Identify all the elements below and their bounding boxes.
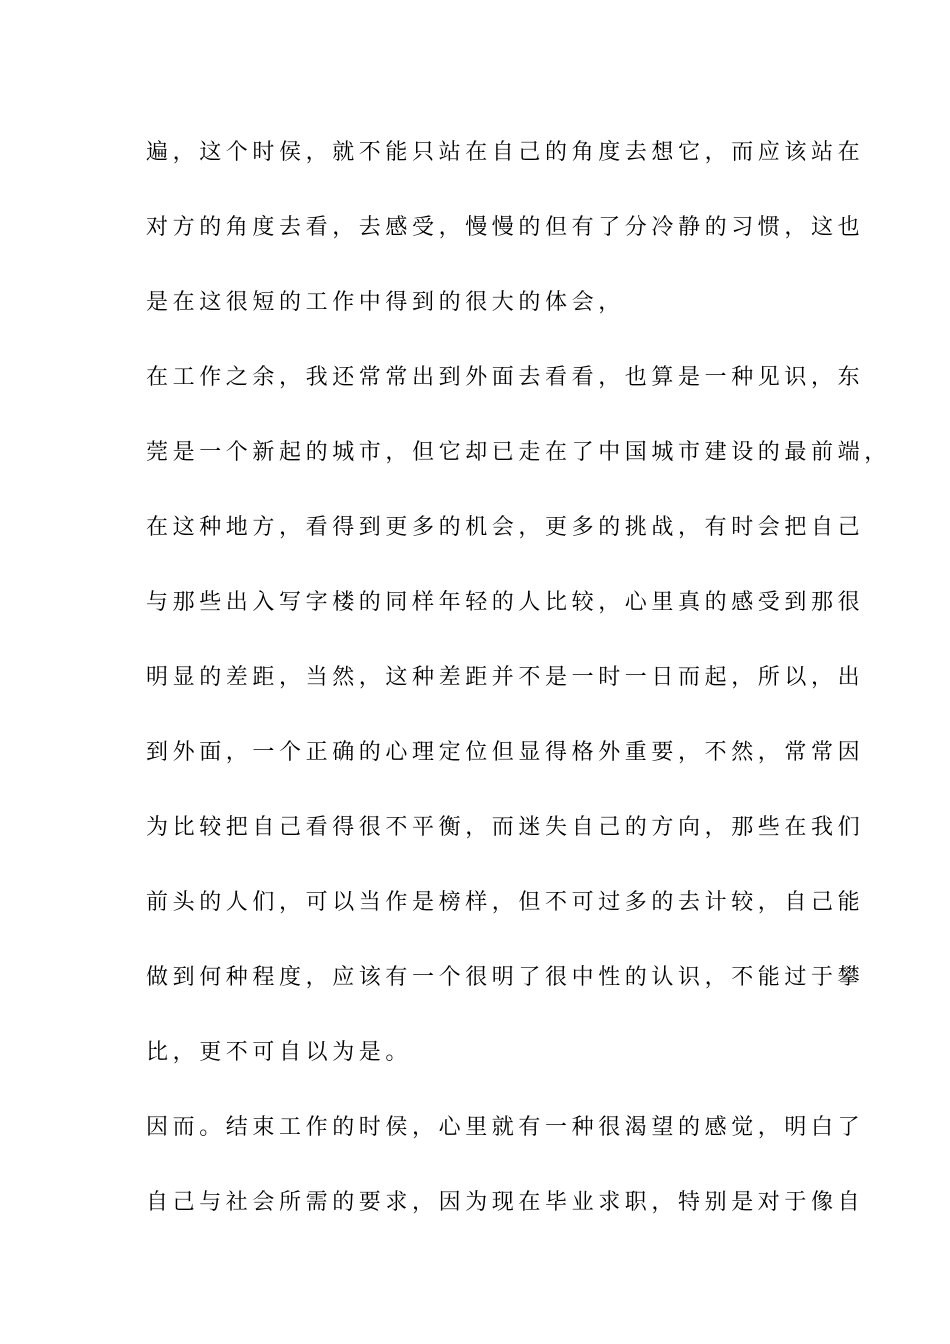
text-line: 是在这很短的工作中得到的很大的体会， [146,290,625,315]
text-line: 与那些出入写字楼的同样年轻的人比较，心里真的感受到那很 [146,590,865,615]
text-line: 在这种地方，看得到更多的机会，更多的挑战，有时会把自己 [146,515,865,540]
text-line: 自己与社会所需的要求，因为现在毕业求职，特别是对于像自 [146,1190,865,1215]
text-line: 对方的角度去看，去感受，慢慢的但有了分冷静的习惯，这也 [146,215,865,240]
document-body [146,131,891,1256]
text-line: 莞是一个新起的城市，但它却已走在了中国城市建设的最前端， [146,440,891,465]
text-line: 为比较把自己看得很不平衡，而迷失自己的方向，那些在我们 [146,815,865,840]
text-line: 前头的人们，可以当作是榜样，但不可过多的去计较，自己能 [146,890,865,915]
text-line: 做到何种程度，应该有一个很明了很中性的认识，不能过于攀 [146,965,865,990]
text-line: 比，更不可自以为是。 [146,1040,413,1065]
text-line: 明显的差距，当然，这种差距并不是一时一日而起，所以，出 [146,665,865,690]
text-line: 因而。结束工作的时侯，心里就有一种很渴望的感觉，明白了 [146,1115,865,1140]
text-line: 到外面，一个正确的心理定位但显得格外重要，不然，常常因 [146,740,865,765]
text-line: 遍，这个时侯，就不能只站在自己的角度去想它，而应该站在 [146,140,865,165]
text-line: 在工作之余，我还常常出到外面去看看，也算是一种见识，东 [146,365,865,390]
